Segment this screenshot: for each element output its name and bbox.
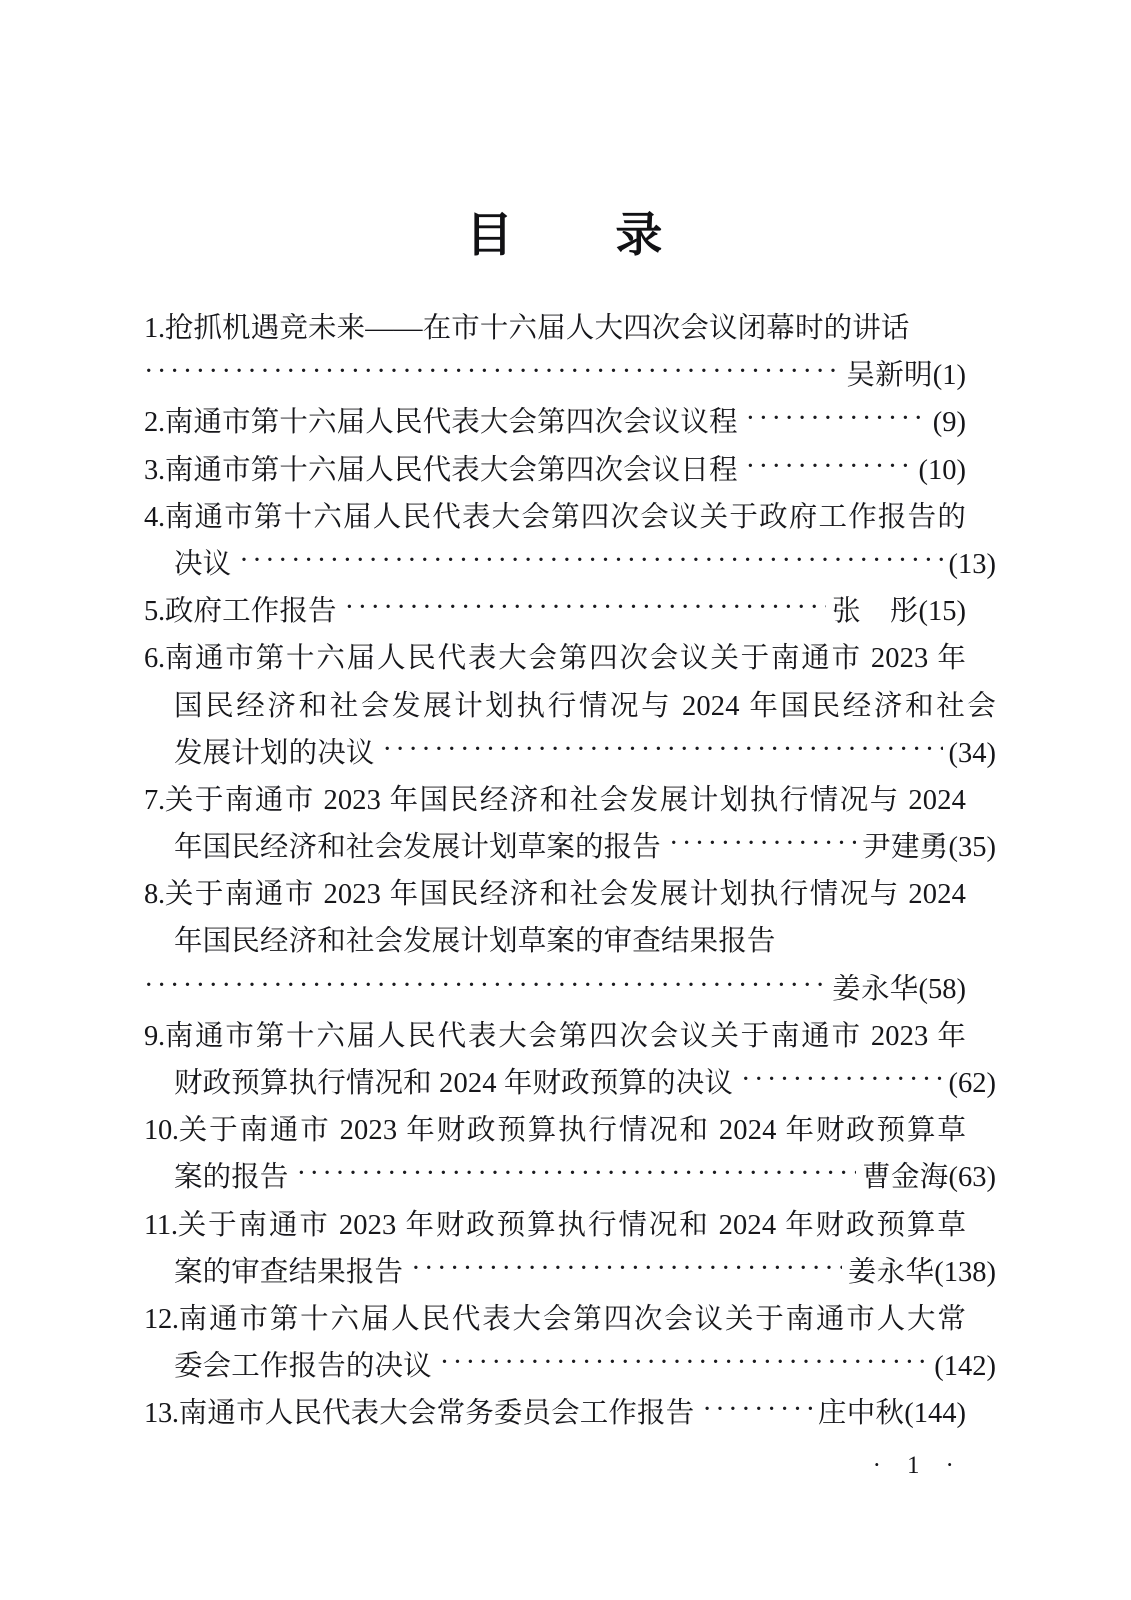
dot-leader [144,962,826,1009]
toc-entry-text: 案的审查结果报告 [174,1256,404,1288]
dot-leader [239,537,942,584]
toc-entry-line [144,305,966,352]
toc-entry-tail [832,588,966,635]
toc-entry-text: 财政预算执行情况和 2024 年财政预算的决议 [174,1068,734,1099]
toc-entry-line [144,1296,966,1343]
toc-entry-line [144,541,996,588]
toc-entry-line [144,1107,966,1154]
toc-entry-tail [862,1154,996,1201]
toc-entry-line [144,1390,966,1437]
toc-entry-text: 关于南通市 2023 年财政预算执行情况和 2024 年财政预算草 [177,1209,966,1241]
toc-entry-text: 年国民经济和社会发展计划草案的审查结果报告 [174,926,776,958]
toc-entry-line [144,777,966,824]
dot-leader [669,820,856,867]
toc-entry-line [144,1060,996,1107]
toc-entry[interactable] [144,305,966,399]
toc-entry-number: 7. [144,784,165,816]
toc-entry-line [144,1249,996,1296]
toc-entry-line [144,1343,996,1390]
dot-leader [746,443,913,490]
toc-entry-number: 4. [144,501,165,533]
toc-entry-tail [818,1390,966,1437]
toc-entry-page-number: (138) [934,1256,996,1288]
toc-entry-number: 11. [144,1209,178,1241]
toc-entry-text: 南通市第十六届人民代表大会第四次会议关于政府工作报告的 [164,501,966,533]
toc-entry-tail [933,399,966,446]
toc-entry-page-number: (9) [932,407,966,439]
toc-entry-line [144,966,966,1013]
toc-entry-author: 吴新明 [846,360,933,392]
toc-entry-tail [949,730,996,777]
toc-entry-number: 13. [144,1398,179,1430]
toc-entry-text: 南通市第十六届人民代表大会第四次会议议程 [164,407,738,439]
toc-entry-tail [934,1343,996,1390]
toc-entry[interactable] [144,1202,996,1296]
toc-entry-text: 年国民经济和社会发展计划草案的报告 [174,832,661,864]
page-folio: · 1 · [872,1452,959,1479]
toc-entry[interactable] [144,494,996,588]
toc-entry-line [144,730,996,777]
toc-entry-tail [949,1060,996,1107]
toc-entry-line [144,588,966,635]
toc-entry-number: 3. [144,454,165,486]
dot-leader [383,726,943,773]
toc-entry[interactable] [144,777,996,871]
toc-entry-number: 1. [144,313,165,344]
toc-entry-text: 关于南通市 2023 年国民经济和社会发展计划执行情况与 2024 [164,784,966,816]
toc-entry-number: 9. [144,1020,165,1052]
toc-entry-text: 案的报告 [174,1162,289,1194]
toc-entry-author: 张 彤 [832,596,919,628]
toc-entry-text: 决议 [174,548,232,580]
toc-entry[interactable] [144,635,996,777]
page-title: 目 录 [465,210,666,262]
toc-entry-text: 南通市人民代表大会常务委员会工作报告 [178,1398,695,1430]
toc-entry-page-number: (1) [932,360,966,392]
toc-entry-page-number: (142) [934,1351,996,1383]
toc-entry-line [144,1202,966,1249]
toc-entry-page-number: (144) [904,1398,966,1430]
toc-entry-tail [862,824,996,871]
toc-entry-line [144,399,966,446]
dot-leader [440,1339,928,1386]
toc-entry-number: 5. [144,596,165,628]
toc-entry-number: 12. [144,1303,179,1335]
toc-entry-line [144,494,966,541]
toc-entry-page-number: (34) [948,737,996,769]
toc-entry-text: 政府工作报告 [164,596,337,628]
toc-entry-line [144,1013,966,1060]
toc-entry-text: 关于南通市 2023 年财政预算执行情况和 2024 年财政预算草 [178,1115,966,1147]
toc-entry-text: 南通市第十六届人民代表大会第四次会议关于南通市 2023 年 [164,1020,966,1052]
toc-entry-number: 10. [144,1115,179,1147]
toc-entry-line [144,1154,996,1201]
toc-entry-tail [832,966,966,1013]
toc-entry-text: 国民经济和社会发展计划执行情况与 2024 年国民经济和社会 [174,690,996,722]
toc-entry-line [144,447,966,494]
toc-entry[interactable] [144,1296,996,1390]
toc-entry-page-number: (35) [948,832,996,864]
toc-entry[interactable] [144,1390,966,1437]
toc-entry-page-number: (13) [948,548,996,580]
toc-entry-line [144,635,966,682]
toc-entry-page-number: (10) [918,454,966,486]
dot-leader [411,1245,842,1292]
toc-entry-number: 6. [144,643,165,675]
toc-entry-tail [949,541,996,588]
toc-entry-text: 南通市第十六届人民代表大会第四次会议关于南通市 2023 年 [164,643,966,675]
toc-entry-tail [919,447,966,494]
toc-entry-text: 关于南通市 2023 年国民经济和社会发展计划执行情况与 2024 [164,879,966,911]
toc-entry[interactable] [144,871,966,1013]
toc-entry-number: 8. [144,879,165,911]
toc-entry[interactable] [144,588,966,635]
toc-entry-author: 姜永华 [832,973,919,1005]
dot-leader [746,395,927,442]
toc-entry-number: 2. [144,407,165,439]
toc-entry-author: 曹金海 [862,1162,949,1194]
toc-entry-page-number: (15) [918,596,966,628]
toc-entry-text: 抢抓机遇竞未来——在市十六届人大四次会议闭幕时的讲话 [164,313,910,344]
toc-entry[interactable] [144,1013,996,1107]
dot-leader [345,584,826,631]
toc-entry-text: 南通市第十六届人民代表大会第四次会议关于南通市人大常 [178,1303,966,1335]
toc-entry-line [144,871,966,918]
toc-entry-text: 委会工作报告的决议 [174,1351,432,1383]
toc-entry-page-number: (62) [948,1068,996,1099]
dot-leader [144,348,840,395]
toc-entry-author: 尹建勇 [862,832,949,864]
toc-entry[interactable] [144,447,966,494]
toc-entry[interactable] [144,1107,996,1201]
toc-entry-tail [848,1249,996,1296]
toc-entry-line [144,824,996,871]
table-of-contents [144,305,996,1438]
toc-entry[interactable] [144,399,966,446]
toc-entry-tail [846,352,966,399]
dot-leader [702,1386,812,1433]
toc-entry-page-number: (58) [918,973,966,1005]
toc-entry-line [144,352,966,399]
toc-entry-page-number: (63) [948,1162,996,1194]
toc-entry-text: 发展计划的决议 [174,737,375,769]
toc-entry-text: 南通市第十六届人民代表大会第四次会议日程 [164,454,738,486]
toc-entry-author: 姜永华 [847,1256,935,1288]
toc-entry-line [144,683,996,730]
dot-leader [297,1150,857,1197]
toc-entry-line [144,918,996,965]
dot-leader [741,1056,942,1103]
toc-entry-author: 庄中秋 [817,1398,905,1430]
